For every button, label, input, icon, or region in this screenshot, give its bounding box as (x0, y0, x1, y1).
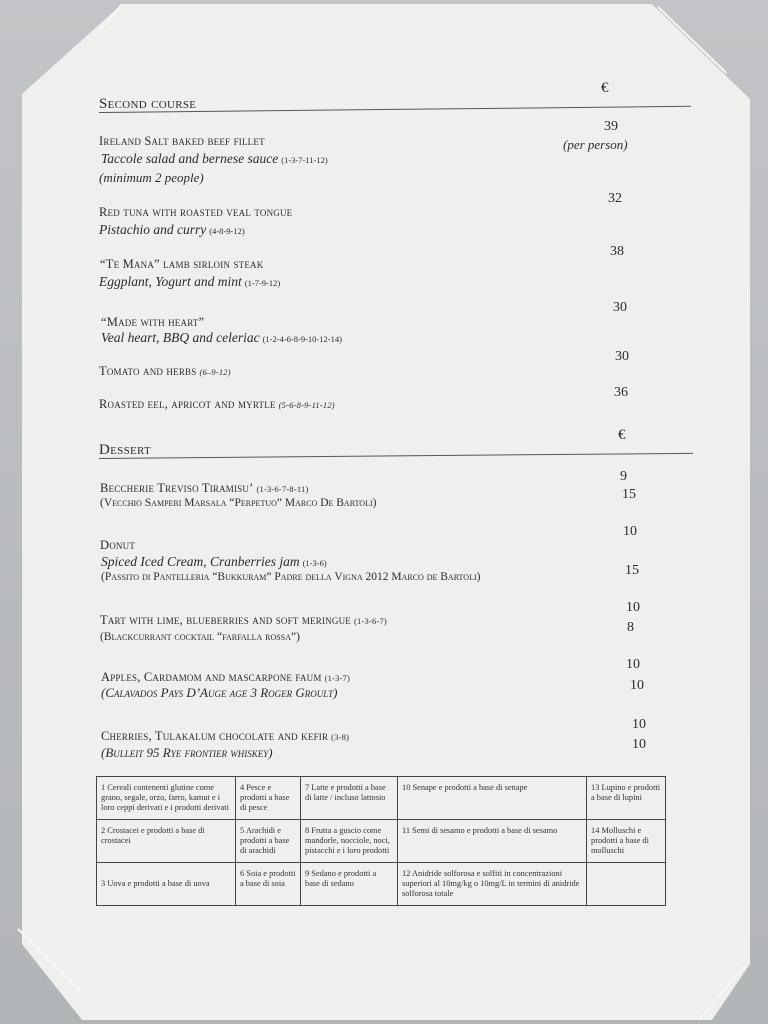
dish-name: “Made with heart” (101, 315, 205, 329)
table-cell: 3 Uova e prodotti a base di uova (97, 863, 236, 906)
table-cell: 14 Molluschi e prodotti a base di molluschi (587, 820, 666, 863)
table-cell: 13 Lupino e prodotti a base di lupini (587, 777, 666, 820)
currency-symbol: € (601, 80, 609, 96)
allergen-codes: (1-7-9-12) (244, 278, 281, 288)
dish-price: 38 (610, 244, 624, 259)
table-cell: 2 Crostacei e prodotti a base di crostacei (97, 820, 236, 863)
dish-name: Donut (100, 538, 136, 552)
allergen-codes: (4-8-9-12) (209, 226, 245, 236)
table-row (97, 820, 666, 863)
dish-price: 30 (615, 349, 629, 364)
pairing-price: 10 (632, 737, 646, 752)
section-title-dessert: Dessert (99, 442, 152, 458)
allergen-codes: (6–9-12) (199, 367, 231, 377)
table-cell: 1 Cereali contenenti glutine come grano, segale, orzo, farro, kamut e i loro ceppi derivati e i prodotti derivati (97, 777, 236, 820)
table-cell: 7 Latte e prodotti a base di latte / incluso lattosio (301, 777, 398, 820)
dish-description: Veal heart, BBQ and celeriac (1-2-4-6-8-9-10-12-14) (101, 330, 342, 345)
allergen-codes: (1-3-6-7) (353, 616, 387, 626)
dish-price: 30 (613, 300, 627, 315)
dish-name: Ireland Salt baked beef fillet (99, 134, 265, 148)
allergen-codes: (1-3-6) (302, 558, 327, 568)
dish-note: (minimum 2 people) (99, 170, 204, 185)
dish-price: 39 (604, 119, 618, 134)
dish-price: 10 (623, 524, 637, 539)
dish-description: Taccole salad and bernese sauce (1-3-7-11-12) (101, 151, 328, 166)
dish-price: 10 (626, 600, 640, 615)
table-cell (587, 863, 666, 906)
section-title-second-course: Second course (99, 96, 197, 112)
price-note: (per person) (563, 137, 628, 152)
dish-name: Tomato and herbs (6–9-12) (99, 364, 231, 378)
dish-price: 36 (614, 385, 628, 400)
pairing-price: 15 (625, 563, 639, 578)
currency-symbol: € (618, 427, 626, 443)
table-cell: 8 Frutta a guscio come mandorle, nocciole, noci, pistacchi e i loro prodotti (301, 820, 398, 863)
allergen-codes: (1-2-4-6-8-9-10-12-14) (262, 334, 342, 344)
wine-pairing: (Passito di Pantelleria “Bukkuram” Padre della Vigna 2012 Marco de Bartoli) (101, 571, 481, 583)
dish-name: Roasted eel, apricot and myrtle (5-6-8-9-11-12) (99, 397, 335, 411)
table-cell: 6 Soia e prodotti a base di soia (236, 863, 301, 906)
allergen-codes: (1-3-7-11-12) (281, 155, 328, 165)
dish-name: Cherries, Tulakalum chocolate and kefir (3-8) (101, 729, 350, 743)
allergen-codes: (3-8) (331, 732, 350, 742)
table-cell: 9 Sedano e prodotti a base di sedano (301, 863, 398, 906)
dish-price: 10 (632, 717, 646, 732)
wine-pairing: (Calavados Pays D’Auge age 3 Roger Groult) (101, 685, 338, 700)
table-cell: 10 Senape e prodotti a base di senape (398, 777, 587, 820)
dish-description: Eggplant, Yogurt and mint (1-7-9-12) (99, 274, 281, 289)
table-cell: 5 Arachidi e prodotti a base di arachidi (236, 820, 301, 863)
dish-description: Pistachio and curry (4-8-9-12) (99, 222, 245, 237)
table-cell: 4 Pesce e prodotti a base di pesce (236, 777, 301, 820)
dish-name: Beccherie Treviso Tiramisu’ (1-3-6-7-8-11) (100, 481, 309, 495)
allergen-legend-table (96, 776, 666, 906)
dish-price: 32 (608, 191, 622, 206)
wine-pairing: (Bulleit 95 Rye frontier whiskey) (101, 745, 273, 760)
table-row (97, 863, 666, 906)
table-row (97, 777, 666, 820)
table-cell: 11 Semi di sesamo e prodotti a base di sesamo (398, 820, 587, 863)
pairing-price: 8 (627, 620, 634, 635)
dish-price: 10 (626, 657, 640, 672)
pairing-price: 10 (630, 678, 644, 693)
allergen-codes: (5-6-8-9-11-12) (278, 400, 335, 410)
pairing-price: 15 (622, 487, 636, 502)
dish-price: 9 (620, 469, 627, 484)
dish-name: Apples, Cardamom and mascarpone faum (1-3-7) (101, 670, 351, 684)
allergen-codes: (1-3-6-7-8-11) (256, 484, 309, 494)
allergen-codes: (1-3-7) (324, 673, 351, 683)
dish-name: Red tuna with roasted veal tongue (99, 205, 293, 219)
dish-name: “Te Mana” lamb sirloin steak (100, 257, 264, 271)
dish-description: Spiced Iced Cream, Cranberries jam (1-3-6) (101, 554, 327, 569)
wine-pairing: (Vecchio Samperi Marsala “Perpetuo” Marco De Bartoli) (100, 497, 377, 509)
table-cell: 12 Anidride solforosa e solfiti in concentrazioni superiori al 10mg/kg o 10mg/L in termini di anidride solforosa totale (398, 863, 587, 906)
wine-pairing: (Blackcurrant cocktail “farfalla rossa”) (100, 631, 300, 643)
dish-name: Tart with lime, blueberries and soft meringue (1-3-6-7) (100, 613, 387, 627)
